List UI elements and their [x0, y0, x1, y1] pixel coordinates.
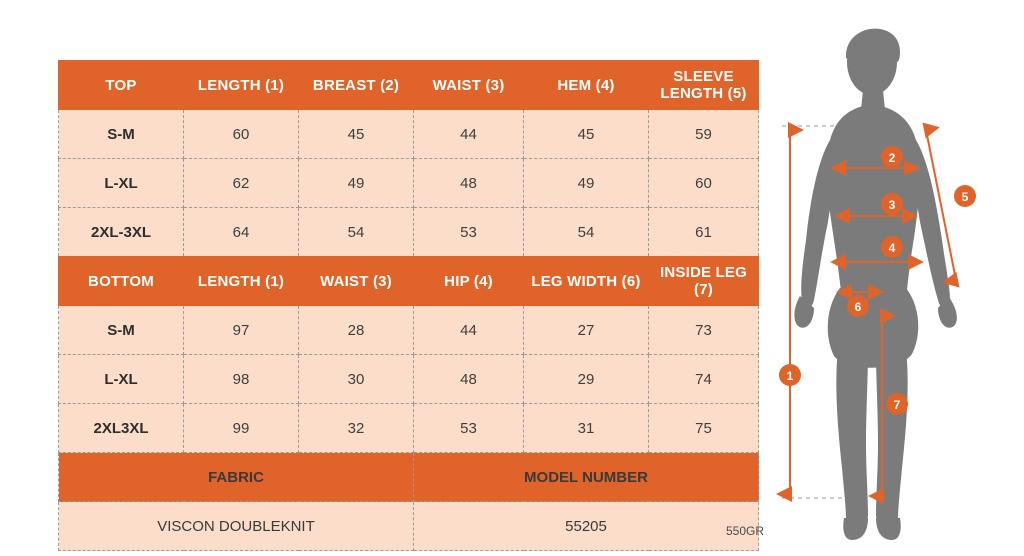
- table-row: [59, 306, 759, 355]
- cell-sleeve-length: 60: [649, 159, 759, 208]
- row-label-size: 2XL-3XL: [59, 208, 184, 257]
- cell-sleeve-length: 59: [649, 110, 759, 159]
- row-label-size: S-M: [59, 306, 184, 355]
- cell-leg-width: 29: [524, 355, 649, 404]
- col-header-waist: WAIST (3): [414, 61, 524, 110]
- table-row: [59, 404, 759, 453]
- cell-hem: 54: [524, 208, 649, 257]
- cell-waist: 48: [414, 159, 524, 208]
- cell-waist: 30: [299, 355, 414, 404]
- col-header-bottom: BOTTOM: [59, 257, 184, 306]
- top-header-row: [59, 61, 759, 110]
- row-label-size: S-M: [59, 110, 184, 159]
- cell-waist: 53: [414, 208, 524, 257]
- cell-waist: 28: [299, 306, 414, 355]
- measurement-figure: [760, 0, 1024, 556]
- cell-sleeve-length: 61: [649, 208, 759, 257]
- cell-inside-leg: 75: [649, 404, 759, 453]
- row-label-size: L-XL: [59, 355, 184, 404]
- cell-hip: 53: [414, 404, 524, 453]
- bottom-header-row: [59, 257, 759, 306]
- marker-label-3: 3: [888, 198, 896, 212]
- footer-value-row: [59, 502, 759, 551]
- col-header-inside-leg: INSIDE LEG (7): [649, 257, 759, 306]
- cell-hip: 44: [414, 306, 524, 355]
- cell-length: 62: [184, 159, 299, 208]
- col-header-breast: BREAST (2): [299, 61, 414, 110]
- table-row: [59, 208, 759, 257]
- size-table-container: [58, 60, 758, 551]
- cell-length: 60: [184, 110, 299, 159]
- cell-leg-width: 27: [524, 306, 649, 355]
- col-header-length: LENGTH (1): [184, 257, 299, 306]
- marker-label-4: 4: [888, 241, 896, 255]
- row-label-size: 2XL3XL: [59, 404, 184, 453]
- row-label-size: L-XL: [59, 159, 184, 208]
- cell-length: 98: [184, 355, 299, 404]
- fabric-header: FABRIC: [59, 453, 414, 502]
- cell-breast: 54: [299, 208, 414, 257]
- cell-breast: 45: [299, 110, 414, 159]
- cell-inside-leg: 73: [649, 306, 759, 355]
- col-header-hem: HEM (4): [524, 61, 649, 110]
- col-header-waist: WAIST (3): [299, 257, 414, 306]
- col-header-hip: HIP (4): [414, 257, 524, 306]
- size-table: [58, 60, 759, 551]
- cell-hip: 48: [414, 355, 524, 404]
- marker-label-7: 7: [893, 398, 901, 412]
- cell-breast: 49: [299, 159, 414, 208]
- table-row: [59, 110, 759, 159]
- footer-header-row: [59, 453, 759, 502]
- col-header-length: LENGTH (1): [184, 61, 299, 110]
- marker-label-1: 1: [786, 369, 794, 383]
- model-number-header: MODEL NUMBER: [414, 453, 759, 502]
- col-header-sleeve-length: [649, 61, 759, 110]
- cell-leg-width: 31: [524, 404, 649, 453]
- fabric-value: VISCON DOUBLEKNIT: [59, 502, 414, 551]
- cell-hem: 49: [524, 159, 649, 208]
- female-body-silhouette: [794, 29, 957, 540]
- marker-label-5: 5: [961, 190, 969, 204]
- table-row: [59, 159, 759, 208]
- cell-hem: 45: [524, 110, 649, 159]
- weight-note: 550GR: [726, 524, 765, 538]
- sleeve-header-line1: SLEEVE: [673, 68, 734, 85]
- cell-inside-leg: 74: [649, 355, 759, 404]
- col-header-leg-width: LEG WIDTH (6): [524, 257, 649, 306]
- cell-waist: 32: [299, 404, 414, 453]
- table-row: [59, 355, 759, 404]
- cell-length: 64: [184, 208, 299, 257]
- model-number-value: 55205: [414, 502, 759, 551]
- cell-waist: 44: [414, 110, 524, 159]
- cell-length: 97: [184, 306, 299, 355]
- marker-label-2: 2: [888, 151, 896, 165]
- col-header-top: TOP: [59, 61, 184, 110]
- marker-label-6: 6: [854, 300, 862, 314]
- sleeve-header-line2: LENGTH (5): [660, 85, 747, 102]
- cell-length: 99: [184, 404, 299, 453]
